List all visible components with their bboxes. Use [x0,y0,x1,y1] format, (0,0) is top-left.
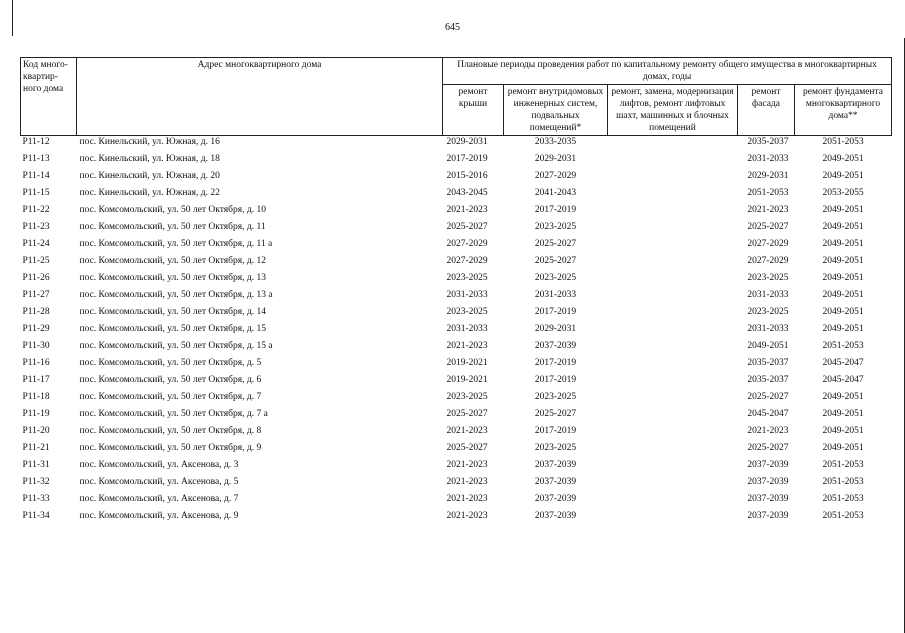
cell-foundation: 2053-2055 [822,188,864,198]
cell-foundation: 2049-2051 [822,426,864,436]
table-row [21,459,892,476]
cell-facade: 2025-2027 [747,222,789,232]
cell-foundation: 2049-2051 [822,392,864,402]
cell-address: пос. Комсомольский, ул. Аксенова, д. 7 [79,494,239,504]
cell-facade: 2051-2053 [747,188,789,198]
cell-facade: 2021-2023 [747,205,789,215]
cell-roof: 2021-2023 [446,460,488,470]
cell-facade: 2049-2051 [747,341,789,351]
header-foundation: ремонт фундамента многоквартирного дома** [795,85,892,136]
cell-foundation: 2049-2051 [822,239,864,249]
header-roof: ремонт крыши [443,85,504,136]
cell-code: Р11-26 [22,273,50,283]
cell-address: пос. Комсомольский, ул. 50 лет Октября, д. 11 а [79,239,273,249]
cell-roof: 2027-2029 [446,239,488,249]
cell-engineering: 2025-2027 [534,256,577,266]
cell-elevators [608,459,738,476]
cell-elevators [608,357,738,374]
cell-foundation: 2051-2053 [822,137,864,147]
cell-code: Р11-22 [22,205,50,215]
cell-foundation: 2049-2051 [822,443,864,453]
cell-code: Р11-13 [22,154,50,164]
cell-foundation: 2051-2053 [822,460,864,470]
header-address: Адрес многоквартирного дома [77,58,443,136]
cell-code: Р11-18 [22,392,50,402]
cell-address: пос. Комсомольский, ул. Аксенова, д. 3 [79,460,239,470]
cell-code: Р11-23 [22,222,50,232]
cell-engineering: 2041-2043 [534,188,577,198]
cell-facade: 2045-2047 [747,409,789,419]
cell-roof: 2029-2031 [446,137,488,147]
cell-code: Р11-20 [22,426,50,436]
cell-address: пос. Комсомольский, ул. Аксенова, д. 5 [79,477,239,487]
table-row [21,306,892,323]
cell-roof: 2043-2045 [446,188,488,198]
cell-facade: 2035-2037 [747,358,789,368]
cell-roof: 2015-2016 [446,171,488,181]
cell-foundation: 2049-2051 [822,205,864,215]
cell-elevators [608,306,738,323]
cell-address: пос. Комсомольский, ул. 50 лет Октября, д. 10 [79,205,266,215]
cell-foundation: 2049-2051 [822,154,864,164]
cell-roof: 2031-2033 [446,324,488,334]
cell-facade: 2037-2039 [747,477,789,487]
cell-elevators [608,510,738,527]
cell-roof: 2023-2025 [446,307,488,317]
cell-engineering: 2025-2027 [534,409,577,419]
cell-roof: 2023-2025 [446,273,488,283]
cell-address: пос. Комсомольский, ул. 50 лет Октября, д. 9 [79,443,262,453]
cell-address: пос. Комсомольский, ул. 50 лет Октября, д. 7 а [79,409,268,419]
cell-address: пос. Комсомольский, ул. 50 лет Октября, д. 13 а [79,290,273,300]
cell-engineering: 2037-2039 [534,341,577,351]
cell-roof: 2031-2033 [446,290,488,300]
cell-engineering: 2017-2019 [534,426,577,436]
cell-roof: 2019-2021 [446,375,488,385]
cell-engineering: 2025-2027 [534,239,577,249]
cell-roof: 2023-2025 [446,392,488,402]
cell-facade: 2021-2023 [747,426,789,436]
cell-address: пос. Комсомольский, ул. Аксенова, д. 9 [79,511,239,521]
table-row [21,170,892,187]
table-row [21,204,892,221]
cell-code: Р11-30 [22,341,50,351]
cell-foundation: 2049-2051 [822,307,864,317]
cell-elevators [608,221,738,238]
cell-engineering: 2017-2019 [534,358,577,368]
cell-foundation: 2051-2053 [822,341,864,351]
cell-foundation: 2049-2051 [822,324,864,334]
cell-address: пос. Комсомольский, ул. 50 лет Октября, д. 11 [79,222,266,232]
cell-engineering: 2037-2039 [534,460,577,470]
cell-address: пос. Кинельский, ул. Южная, д. 22 [79,188,220,198]
cell-code: Р11-31 [22,460,50,470]
cell-engineering: 2027-2029 [534,171,577,181]
cell-elevators [608,272,738,289]
cell-facade: 2037-2039 [747,511,789,521]
cell-elevators [608,476,738,493]
cell-elevators [608,323,738,340]
cell-code: Р11-34 [22,511,50,521]
header-code: Код много-квартир-ного дома [21,58,77,136]
cell-code: Р11-15 [22,188,50,198]
cell-code: Р11-32 [22,477,50,487]
cell-elevators [608,442,738,459]
header-facade: ремонт фасада [738,85,795,136]
cell-engineering: 2017-2019 [534,205,577,215]
cell-engineering: 2029-2031 [534,324,577,334]
cell-roof: 2027-2029 [446,256,488,266]
cell-address: пос. Комсомольский, ул. 50 лет Октября, д. 14 [79,307,266,317]
table-body [21,136,892,528]
table-row [21,476,892,493]
table-row [21,340,892,357]
cell-address: пос. Комсомольский, ул. 50 лет Октября, д. 12 [79,256,266,266]
cell-foundation: 2049-2051 [822,222,864,232]
cell-engineering: 2037-2039 [534,494,577,504]
cell-foundation: 2045-2047 [822,358,864,368]
table-row [21,238,892,255]
cell-engineering: 2037-2039 [534,477,577,487]
cell-facade: 2037-2039 [747,494,789,504]
table-row [21,357,892,374]
cell-address: пос. Кинельский, ул. Южная, д. 18 [79,154,220,164]
cell-address: пос. Комсомольский, ул. 50 лет Октября, д. 13 [79,273,266,283]
cell-facade: 2027-2029 [747,256,789,266]
cell-roof: 2021-2023 [446,494,488,504]
cell-facade: 2035-2037 [747,375,789,385]
cell-address: пос. Комсомольский, ул. 50 лет Октября, д. 7 [79,392,262,402]
cell-elevators [608,374,738,391]
cell-address: пос. Комсомольский, ул. 50 лет Октября, д. 5 [79,358,262,368]
cell-code: Р11-16 [22,358,50,368]
cell-engineering: 2023-2025 [534,273,577,283]
cell-elevators [608,153,738,170]
cell-engineering: 2037-2039 [534,511,577,521]
cell-elevators [608,255,738,272]
cell-engineering: 2023-2025 [534,222,577,232]
cell-elevators [608,425,738,442]
cell-foundation: 2049-2051 [822,409,864,419]
cell-address: пос. Комсомольский, ул. 50 лет Октября, д. 15 [79,324,266,334]
cell-roof: 2021-2023 [446,426,488,436]
cell-elevators [608,187,738,204]
cell-roof: 2019-2021 [446,358,488,368]
cell-roof: 2021-2023 [446,511,488,521]
cell-engineering: 2017-2019 [534,375,577,385]
cell-facade: 2029-2031 [747,171,789,181]
cell-code: Р11-12 [22,137,50,147]
cell-foundation: 2049-2051 [822,171,864,181]
table-row [21,136,892,154]
cell-foundation: 2051-2053 [822,511,864,521]
table-row [21,153,892,170]
cell-facade: 2025-2027 [747,443,789,453]
cell-code: Р11-17 [22,375,50,385]
table-row [21,442,892,459]
table-row [21,510,892,527]
cell-elevators [608,408,738,425]
table-row [21,408,892,425]
cell-engineering: 2023-2025 [534,443,577,453]
cell-address: пос. Кинельский, ул. Южная, д. 20 [79,171,220,181]
cell-code: Р11-25 [22,256,50,266]
cell-roof: 2025-2027 [446,222,488,232]
cell-code: Р11-27 [22,290,50,300]
cell-facade: 2027-2029 [747,239,789,249]
cell-engineering: 2033-2035 [534,137,577,147]
page-number: 645 [445,22,460,33]
capital-repair-table [20,57,892,527]
cell-code: Р11-24 [22,239,50,249]
cell-elevators [608,493,738,510]
cell-foundation: 2051-2053 [822,494,864,504]
cell-engineering: 2029-2031 [534,154,577,164]
cell-roof: 2021-2023 [446,341,488,351]
cell-code: Р11-14 [22,171,50,181]
cell-foundation: 2049-2051 [822,290,864,300]
cell-foundation: 2049-2051 [822,273,864,283]
table-row [21,272,892,289]
cell-code: Р11-21 [22,443,50,453]
cell-facade: 2025-2027 [747,392,789,402]
cell-engineering: 2017-2019 [534,307,577,317]
cell-facade: 2031-2033 [747,324,789,334]
cell-roof: 2021-2023 [446,205,488,215]
header-periods: Плановые периоды проведения работ по капитальному ремонту общего имущества в многоквартирных домах, годы [443,58,892,85]
cell-elevators [608,204,738,221]
table-row [21,374,892,391]
cell-address: пос. Комсомольский, ул. 50 лет Октября, д. 6 [79,375,262,385]
cell-roof: 2017-2019 [446,154,488,164]
cell-facade: 2037-2039 [747,460,789,470]
table-row [21,187,892,204]
table-row [21,255,892,272]
table-row [21,221,892,238]
cell-foundation: 2049-2051 [822,256,864,266]
cell-roof: 2025-2027 [446,443,488,453]
cell-facade: 2023-2025 [747,273,789,283]
cell-code: Р11-19 [22,409,50,419]
cell-code: Р11-28 [22,307,50,317]
cell-elevators [608,136,738,154]
cell-code: Р11-29 [22,324,50,334]
cell-address: пос. Кинельский, ул. Южная, д. 16 [79,137,220,147]
cell-foundation: 2051-2053 [822,477,864,487]
cell-elevators [608,391,738,408]
cell-roof: 2025-2027 [446,409,488,419]
cell-elevators [608,340,738,357]
cell-address: пос. Комсомольский, ул. 50 лет Октября, д. 15 а [79,341,273,351]
header-engineering: ремонт внутридомовых инженерных систем, подвальных помещений* [504,85,608,136]
table-row [21,289,892,306]
cell-engineering: 2023-2025 [534,392,577,402]
cell-facade: 2035-2037 [747,137,789,147]
cell-address: пос. Комсомольский, ул. 50 лет Октября, д. 8 [79,426,262,436]
table-row [21,425,892,442]
cell-elevators [608,238,738,255]
cell-facade: 2023-2025 [747,307,789,317]
table-row [21,323,892,340]
cell-code: Р11-33 [22,494,50,504]
table-row [21,493,892,510]
cell-facade: 2031-2033 [747,154,789,164]
cell-engineering: 2031-2033 [534,290,577,300]
cell-elevators [608,170,738,187]
cell-foundation: 2045-2047 [822,375,864,385]
cell-elevators [608,289,738,306]
cell-roof: 2021-2023 [446,477,488,487]
cell-facade: 2031-2033 [747,290,789,300]
header-elevators: ремонт, замена, модернизация лифтов, ремонт лифтовых шахт, машинных и блочных помещений [608,85,738,136]
table-row [21,391,892,408]
